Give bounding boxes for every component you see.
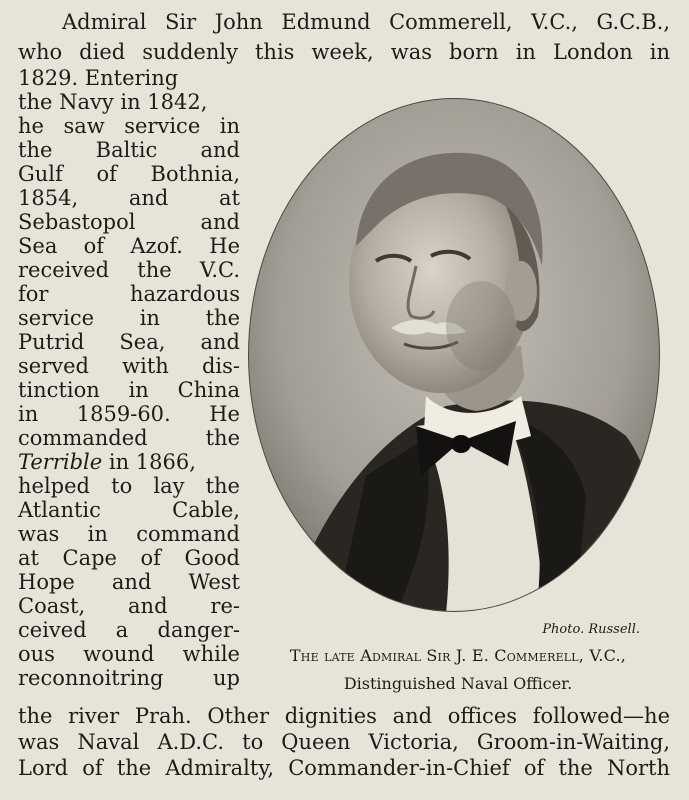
ship-name-italic: Terrible <box>18 450 103 474</box>
caption-subtitle: Distinguished Naval Officer. <box>343 674 573 693</box>
article-line: service in the <box>18 306 240 330</box>
article-line: 1829. Entering <box>18 66 179 90</box>
article-line: tinction in China <box>18 378 240 402</box>
article-line: Sebastopol and <box>18 210 240 234</box>
article-line: commanded the <box>18 426 240 450</box>
article-line: ous wound while <box>18 642 240 666</box>
photo-credit: Photo. Russell. <box>542 622 640 637</box>
caption-title: The late Admiral Sir J. E. Commerell, V.C., <box>289 646 627 665</box>
article-line: Putrid Sea, and <box>18 330 240 354</box>
article-line: served with dis- <box>18 354 240 378</box>
article-line: reconnoitring up <box>18 666 240 690</box>
article-line: was Naval A.D.C. to Queen Victoria, Groom-in-Waiting, <box>18 730 670 754</box>
article-line: Lord of the Admiralty, Commander-in-Chief of the North <box>18 756 670 780</box>
article-line: Admiral Sir John Edmund Commerell, V.C., G.C.B., <box>62 10 670 34</box>
article-line-terrible <box>18 450 240 474</box>
article-line: the river Prah. Other dignities and offices followed—he <box>18 704 670 728</box>
portrait-photo <box>246 96 662 614</box>
article-line-fragment: in 1866, <box>102 450 196 474</box>
article-line: ceived a danger- <box>18 618 240 642</box>
article-line: Sea of Azof. He <box>18 234 240 258</box>
article-line: in 1859-60. He <box>18 402 240 426</box>
article-line: Coast, and re- <box>18 594 240 618</box>
article-line: 1854, and at <box>18 186 240 210</box>
article-line: who died suddenly this week, was born in London in <box>18 40 670 64</box>
article-line: he saw service in <box>18 114 240 138</box>
article-line: helped to lay the <box>18 474 240 498</box>
article-line: Gulf of Bothnia, <box>18 162 240 186</box>
article-line: was in command <box>18 522 240 546</box>
article-line: Atlantic Cable, <box>18 498 240 522</box>
article-line: received the V.C. <box>18 258 240 282</box>
article-line: the Navy in 1842, <box>18 90 208 114</box>
article-line: at Cape of Good <box>18 546 240 570</box>
article-line: for hazardous <box>18 282 240 306</box>
article-line: Hope and West <box>18 570 240 594</box>
article-line: the Baltic and <box>18 138 240 162</box>
